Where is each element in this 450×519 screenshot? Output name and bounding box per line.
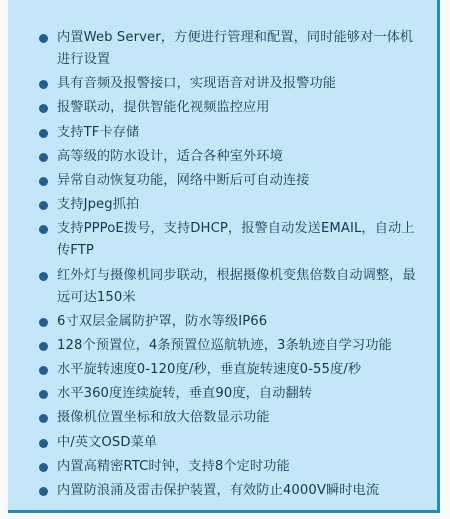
bullet-icon — [39, 390, 48, 399]
feature-item-16 — [36, 456, 419, 478]
feature-text: 内置防浪涌及雷击保护装置，有效防止4000V瞬时电流 — [57, 483, 380, 498]
bullet-icon — [39, 366, 48, 375]
feature-item-4 — [36, 122, 419, 144]
feature-item-8 — [36, 218, 419, 262]
feature-item-1 — [36, 27, 419, 71]
feature-item-17 — [36, 480, 419, 502]
bullet-icon — [39, 414, 48, 423]
feature-text: 6寸双层金属防护罩，防水等级IP66 — [57, 313, 268, 329]
feature-text: 高等级的防水设计，适合各种室外环境 — [57, 148, 283, 164]
feature-text: 内置Web Server，方便进行管理和配置，同时能够对一体机进行设置 — [57, 30, 414, 67]
feature-item-15 — [36, 432, 419, 454]
feature-item-12 — [36, 359, 419, 381]
bullet-icon — [39, 439, 48, 448]
feature-item-14 — [36, 407, 419, 429]
feature-item-7 — [36, 194, 419, 216]
bullet-icon — [39, 463, 48, 472]
feature-item-11 — [36, 335, 419, 357]
feature-item-10 — [36, 311, 419, 333]
feature-panel — [8, 0, 440, 513]
feature-item-13 — [36, 383, 419, 405]
feature-text: 异常自动恢复功能，网络中断后可自动连接 — [57, 172, 310, 188]
feature-item-5 — [36, 146, 419, 168]
feature-item-6 — [36, 170, 419, 192]
bullet-icon — [39, 34, 48, 43]
feature-text: 水平360度连续旋转，垂直90度，自动翻转 — [57, 386, 313, 402]
feature-text: 具有音频及报警接口，实现语音对讲及报警功能 — [57, 76, 337, 92]
feature-text: 摄像机位置坐标和放大倍数显示功能 — [57, 410, 270, 426]
bullet-icon — [39, 225, 48, 234]
bullet-icon — [39, 129, 48, 138]
bullet-icon — [39, 80, 48, 89]
bullet-icon — [39, 104, 48, 113]
feature-list — [8, 0, 437, 502]
feature-item-3 — [36, 97, 419, 119]
feature-text: 水平旋转速度0-120度/秒，垂直旋转速度0-55度/秒 — [57, 362, 362, 378]
feature-text: 中/英文OSD菜单 — [57, 434, 158, 450]
bullet-icon — [39, 153, 48, 162]
bullet-icon — [39, 201, 48, 210]
feature-text: 支持PPPoE拨号，支持DHCP，报警自动发送EMAIL，自动上传FTP — [57, 221, 415, 259]
bullet-icon — [39, 487, 48, 496]
feature-text: 支持Jpeg抓拍 — [57, 197, 140, 213]
bullet-icon — [39, 177, 48, 186]
bullet-icon — [39, 318, 48, 327]
feature-item-2 — [36, 73, 419, 95]
feature-item-9 — [36, 265, 419, 309]
bullet-icon — [39, 272, 48, 281]
feature-text: 支持TF卡存储 — [57, 124, 140, 140]
feature-text: 报警联动，提供智能化视频监控应用 — [57, 100, 270, 116]
feature-text: 128个预置位，4条预置位巡航轨迹，3条轨迹自学习功能 — [57, 337, 392, 353]
feature-text: 内置高精密RTC时钟，支持8个定时功能 — [57, 458, 290, 474]
feature-text: 红外灯与摄像机同步联动，根据摄像机变焦倍数自动调整，最远可达150米 — [57, 267, 416, 305]
bullet-icon — [39, 342, 48, 351]
